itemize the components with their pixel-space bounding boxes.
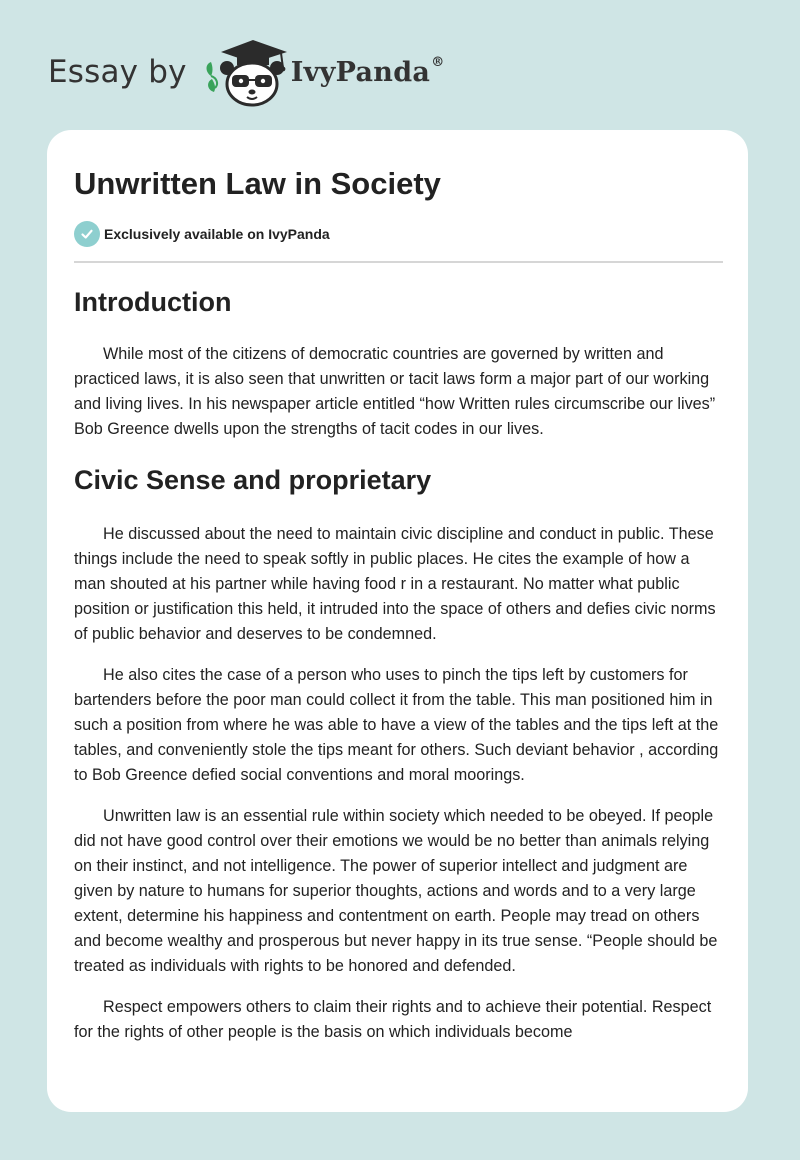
registered-mark: ® xyxy=(431,54,445,70)
paragraph: While most of the citizens of democratic countries are governed by written and practiced laws, it is also seen that unwritten or tacit laws form a major part of our working and living lives. In his newspaper article entitled “how Written rules circumscribe our lives” Bob Greence dwells upon the strengths of tacit codes in our lives. xyxy=(74,345,716,438)
paragraph: He discussed about the need to maintain civic discipline and conduct in public. These things include the need to speak softly in public places. He cites the example of how a man shouted at his partner while having food r in a restaurant. No matter what public position or justification this held, it intruded into the space of others and defies civic norms of public behavior and deserves to be condemned. xyxy=(74,525,716,643)
paragraph: Unwritten law is an essential rule within society which needed to be obeyed. If people did not have good control over their emotions we would be no better than animals relying on their instinct, and not intelligence. The power of superior intellect and judgment are given by nature to humans for superior thoughts, actions and words and to a very large extent, determine his happiness and contentment on earth. People may tread on others and become wealthy and prosperous but never happy in its true sense. “People should be treated as individuals with rights to be honored and defended. xyxy=(74,807,718,975)
panda-graduate-logo-icon[interactable] xyxy=(201,36,291,108)
title-divider xyxy=(74,261,723,263)
exclusive-badge xyxy=(74,221,330,247)
exclusive-label: Exclusively available on IvyPanda xyxy=(104,226,330,242)
section-heading-civic-sense: Civic Sense and proprietary xyxy=(74,465,432,495)
brand-name[interactable]: IvyPanda® xyxy=(290,54,445,88)
essay-card xyxy=(47,130,748,1112)
essay-by-label: Essay by xyxy=(48,54,187,90)
check-icon xyxy=(74,221,100,247)
paragraph: He also cites the case of a person who uses to pinch the tips left by customers for bartenders before the poor man could collect it from the table. This man positioned him in such a position from where he was able to have a view of the tables and the tips left at the tables, and conveniently stole the tips meant for others. Such deviant behavior , according to Bob Greence defied social conventions and moral moorings. xyxy=(74,666,719,784)
section-heading-introduction: Introduction xyxy=(74,287,232,317)
essay-title: Unwritten Law in Society xyxy=(74,166,441,201)
essay-body xyxy=(74,280,723,1061)
site-header xyxy=(48,36,445,108)
paragraph: Respect empowers others to claim their rights and to achieve their potential. Respect for the rights of other people is the basis on which individuals become xyxy=(74,998,712,1041)
